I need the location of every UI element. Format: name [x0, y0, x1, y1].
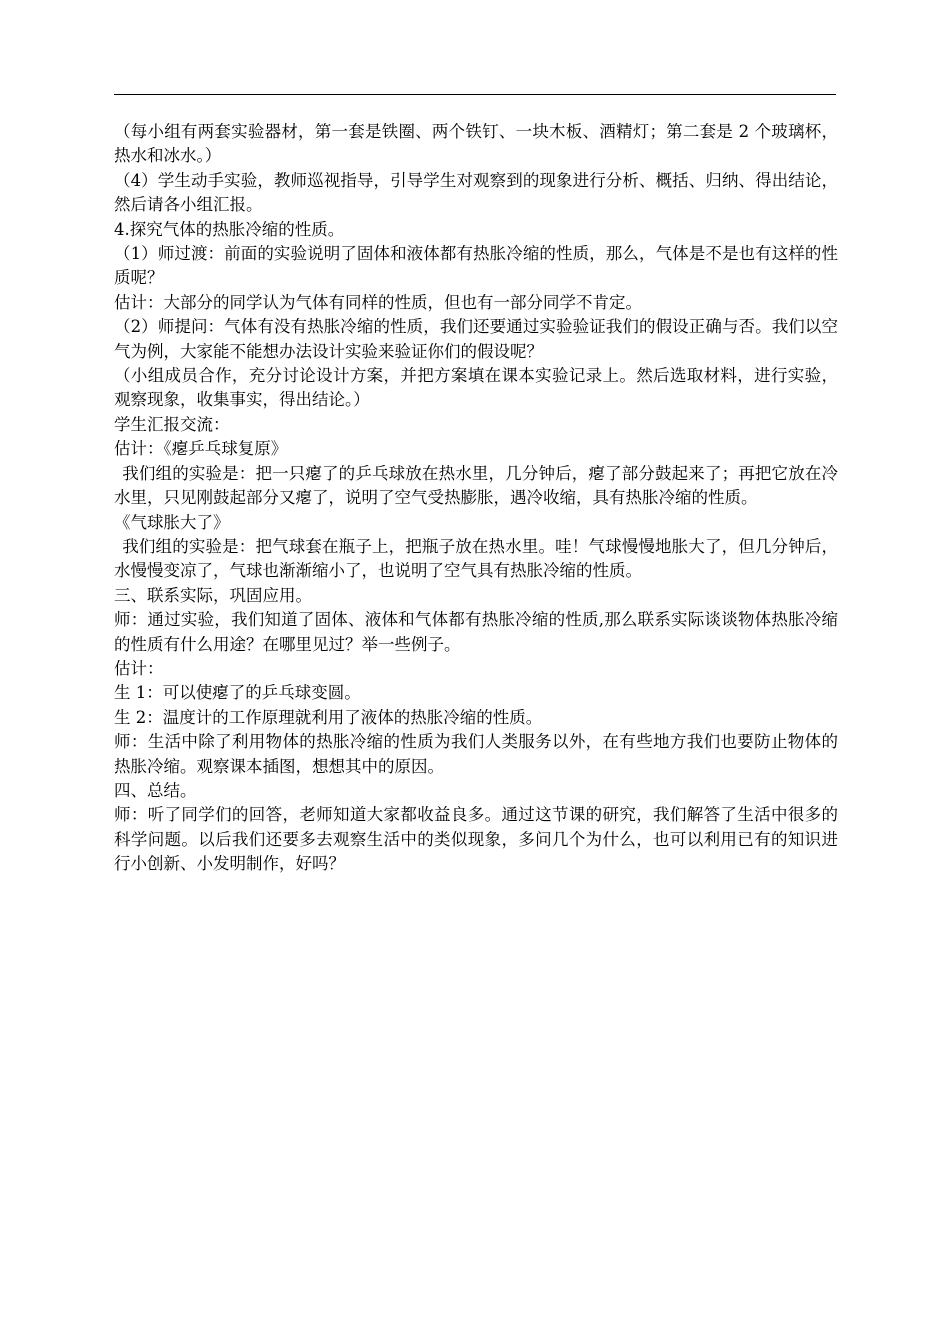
- paragraph-section-gas-heading: 4.探究气体的热胀冷缩的性质。: [114, 219, 345, 239]
- paragraph-balloon-experiment: 我们组的实验是：把气球套在瓶子上，把瓶子放在热水里。哇！气球慢慢地胀大了，但几分钟后，水慢慢变凉了，气球也渐渐缩小了，也说明了空气具有热胀冷缩的性质。: [114, 536, 838, 581]
- paragraph-student-report: 学生汇报交流：: [114, 414, 230, 434]
- paragraph-teacher-prevent: 师：生活中除了利用物体的热胀冷缩的性质为我们人类服务以外，在有些地方我们也要防止物体的热胀冷缩。观察课本插图，想想其中的原因。: [114, 732, 838, 776]
- paragraph-equipment-note: （每小组有两套实验器材，第一套是铁圈、两个铁钉、一块木板、酒精灯；第二套是 2 个玻璃杯，热水和冰水。）: [114, 122, 838, 166]
- paragraph-teacher-transition: （1）师过渡：前面的实验说明了固体和液体都有热胀冷缩的性质，那么，气体是不是也有这样的性质呢？: [114, 244, 838, 288]
- paragraph-estimate-1: 估计：大部分的同学认为气体有同样的性质，但也有一部分同学不肯定。: [114, 292, 642, 312]
- paragraph-pingpong-experiment: 我们组的实验是：把一只瘪了的乒乓球放在热水里，几分钟后，瘪了部分鼓起来了；再把它放在冷水里，只见刚鼓起部分又瘪了，说明了空气受热膨胀，遇冷收缩，具有热胀冷缩的性质。: [114, 463, 838, 508]
- paragraph-teacher-question: （2）师提问：气体有没有热胀冷缩的性质，我们还要通过实验验证我们的假设正确与否。我们以空气为例，大家能不能想办法设计实验来验证你们的假设呢？: [114, 317, 838, 361]
- paragraph-step-4-experiment: （4）学生动手实验，教师巡视指导，引导学生对观察到的现象进行分析、概括、归纳、得出结论，然后请各小组汇报。: [114, 170, 838, 215]
- paragraph-student-2: 生 2：温度计的工作原理就利用了液体的热胀冷缩的性质。: [114, 707, 543, 727]
- header-rule: [114, 94, 836, 95]
- paragraph-group-cooperation: （小组成员合作，充分讨论设计方案，并把方案填在课本实验记录上。然后选取材料，进行实验，观察现象，收集事实，得出结论。）: [114, 366, 838, 410]
- document-body: [114, 120, 838, 877]
- paragraph-section-3-heading: 三、联系实际，巩固应用。: [114, 585, 312, 605]
- paragraph-estimate-pingpong-title: 估计：《瘪乒乓球复原》: [114, 439, 288, 459]
- paragraph-balloon-title: 《气球胀大了》: [114, 512, 230, 532]
- paragraph-teacher-summary: 师：听了同学们的回答，老师知道大家都收益良多。通过这节课的研究，我们解答了生活中很多的科学问题。以后我们还要多去观察生活中的类似现象，多问几个为什么，也可以利用已有的知识进行小创新、小发明制作，好吗？: [114, 805, 838, 874]
- paragraph-section-4-heading: 四、总结。: [114, 780, 197, 800]
- paragraph-student-1: 生 1：可以使瘪了的乒乓球变圆。: [114, 683, 361, 703]
- paragraph-estimate-2: 估计：: [114, 658, 164, 678]
- paragraph-teacher-application: 师：通过实验，我们知道了固体、液体和气体都有热胀冷缩的性质,那么联系实际谈谈物体热胀冷缩的性质有什么用途？在哪里见过？举一些例子。: [114, 610, 838, 654]
